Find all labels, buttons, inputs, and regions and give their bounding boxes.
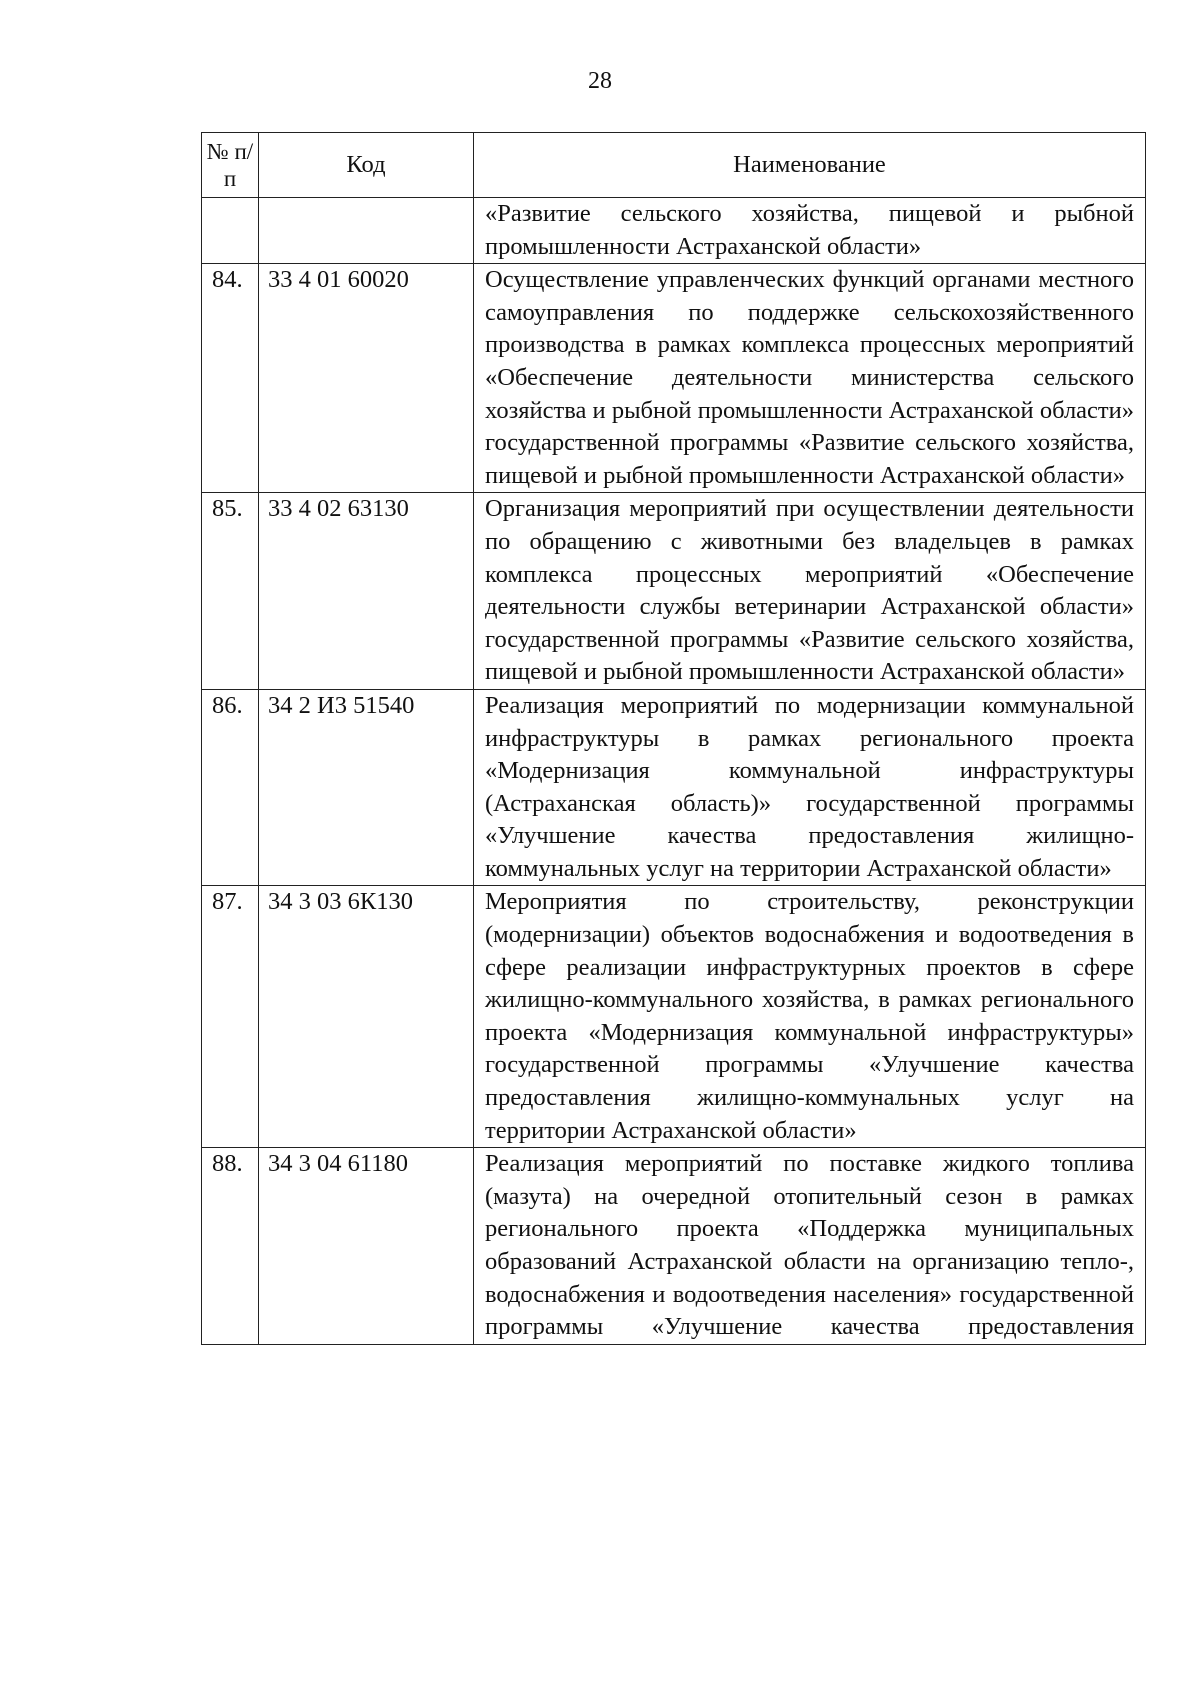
row-code: 33 4 02 63130 (259, 493, 474, 690)
table-header-row (202, 133, 1146, 198)
row-name: Организация мероприятий при осуществлении деятельности по обращению с животными без владельцев в рамках комплекса процессных мероприятий «Обеспечение деятельности службы ветеринарии Астраханской области» государственной программы «Развитие сельского хозяйства, пищевой и рыбной промышленности Астраханской области» (474, 493, 1146, 690)
budget-code-table (201, 132, 1146, 1345)
table-row (202, 886, 1146, 1148)
table-row (202, 198, 1146, 264)
row-number: 84. (202, 264, 259, 493)
row-code (259, 198, 474, 264)
row-name: «Развитие сельского хозяйства, пищевой и рыбной промышленности Астраханской области» (474, 198, 1146, 264)
row-code: 33 4 01 60020 (259, 264, 474, 493)
column-header-name: Наименование (474, 133, 1146, 198)
table-row (202, 264, 1146, 493)
row-number: 87. (202, 886, 259, 1148)
row-code: 34 3 03 6К130 (259, 886, 474, 1148)
column-header-num: № п/п (202, 133, 259, 198)
table-row (202, 689, 1146, 886)
table-row (202, 1148, 1146, 1345)
row-name: Осуществление управленческих функций органами местного самоуправления по поддержке сельскохозяйственного производства в рамках комплекса процессных мероприятий «Обеспечение деятельности министерства сельского хозяйства и рыбной промышленности Астраханской области» государственной программы «Развитие сельского хозяйства, пищевой и рыбной промышленности Астраханской области» (474, 264, 1146, 493)
row-code: 34 3 04 61180 (259, 1148, 474, 1345)
row-name: Реализация мероприятий по поставке жидкого топлива (мазута) на очередной отопительный сезон в рамках регионального проекта «Поддержка муниципальных образований Астраханской области на организацию тепло-, водоснабжения и водоотведения населения» государственной программы «Улучшение качества предоставления (474, 1148, 1146, 1345)
column-header-code: Код (259, 133, 474, 198)
row-number: 85. (202, 493, 259, 690)
row-code: 34 2 И3 51540 (259, 689, 474, 886)
row-number: 86. (202, 689, 259, 886)
table-row (202, 493, 1146, 690)
row-number: 88. (202, 1148, 259, 1345)
row-number (202, 198, 259, 264)
row-name: Реализация мероприятий по модернизации коммунальной инфраструктуры в рамках регионального проекта «Модернизация коммунальной инфраструктуры (Астраханская область)» государственной программы «Улучшение качества предоставления жилищно-коммунальных услуг на территории Астраханской области» (474, 689, 1146, 886)
row-name: Мероприятия по строительству, реконструкции (модернизации) объектов водоснабжения и водоотведения в сфере реализации инфраструктурных проектов в сфере жилищно-коммунального хозяйства, в рамках регионального проекта «Модернизация коммунальной инфраструктуры» государственной программы «Улучшение качества предоставления жилищно-коммунальных услуг на территории Астраханской области» (474, 886, 1146, 1148)
page-number: 28 (588, 68, 612, 94)
